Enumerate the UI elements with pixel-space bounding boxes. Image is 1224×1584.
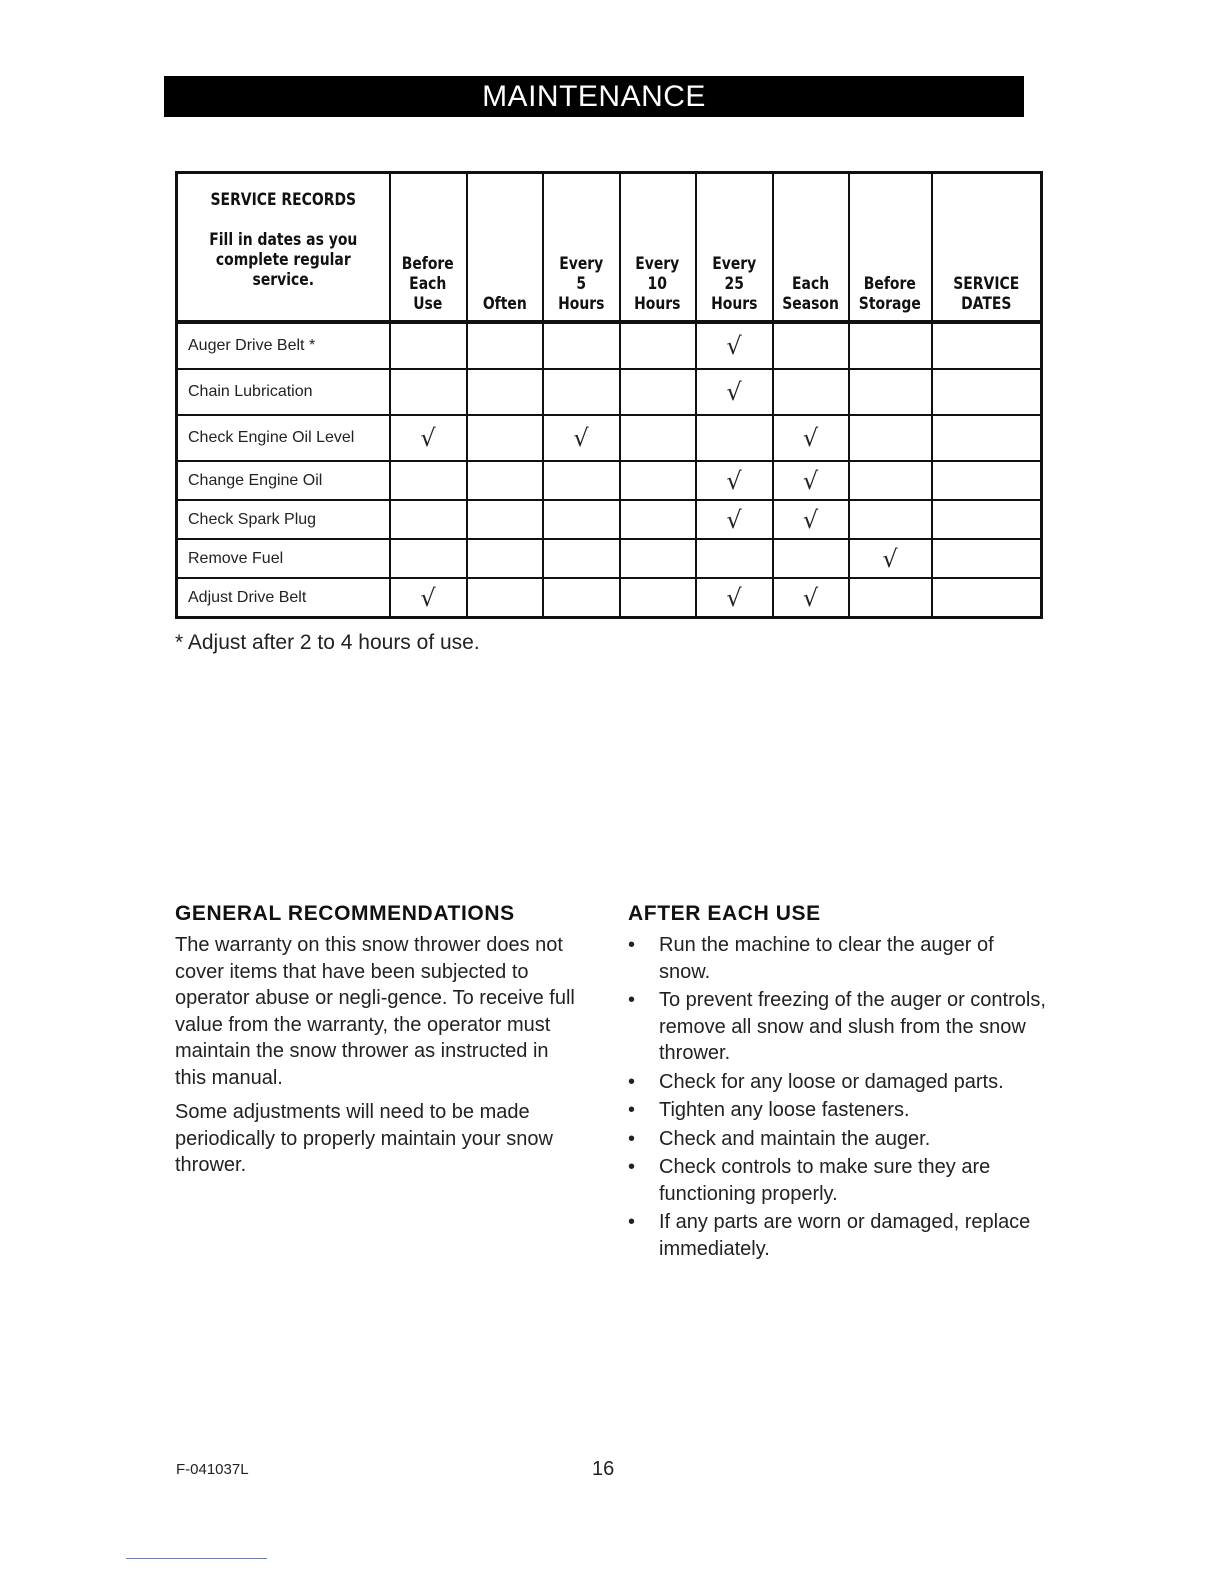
column-header-line: Before	[863, 274, 917, 294]
general-recommendations-heading: GENERAL RECOMMENDATIONS	[175, 902, 515, 925]
header-instruction-line: service.	[252, 270, 314, 290]
footnote: * Adjust after 2 to 4 hours of use.	[175, 631, 480, 654]
column-header-line: 10	[647, 274, 668, 294]
column-header-line: Hours	[710, 294, 758, 314]
bottom-rule	[126, 1558, 267, 1559]
list-item	[628, 1209, 1048, 1262]
service-records-header	[177, 173, 390, 323]
column-header-line: Often	[482, 294, 527, 314]
column-header	[849, 173, 932, 323]
table-row	[177, 578, 1042, 618]
column-header-line: DATES	[961, 294, 1012, 314]
list-item	[628, 1097, 1048, 1124]
schedule-cell	[932, 415, 1042, 461]
schedule-cell	[467, 369, 543, 415]
after-each-use-heading: AFTER EACH USE	[628, 902, 821, 925]
schedule-cell	[849, 578, 932, 618]
column-header-line: Hours	[557, 294, 605, 314]
schedule-cell	[620, 578, 696, 618]
schedule-cell	[467, 461, 543, 500]
schedule-cell	[696, 539, 773, 578]
check-mark-cell: √	[390, 578, 467, 618]
schedule-cell	[543, 322, 620, 369]
task-name-cell: Check Spark Plug	[177, 500, 390, 539]
table-row	[177, 369, 1042, 415]
table-header-row	[177, 173, 1042, 323]
column-header-line: Each	[791, 274, 830, 294]
table-row	[177, 539, 1042, 578]
paragraph: Some adjustments will need to be made periodically to properly maintain your snow thrower.	[175, 1101, 553, 1176]
page-title-banner: MAINTENANCE	[164, 76, 1024, 117]
schedule-cell	[932, 369, 1042, 415]
list-item	[628, 1126, 1048, 1153]
list-item	[628, 1069, 1048, 1096]
table-row	[177, 500, 1042, 539]
list-item-text: To prevent freezing of the auger or controls, remove all snow and slush from the snow thrower.	[659, 989, 1046, 1064]
schedule-cell	[467, 539, 543, 578]
column-header-line: 25	[724, 274, 744, 294]
check-mark-cell: √	[773, 500, 849, 539]
task-name-cell: Auger Drive Belt *	[177, 322, 390, 369]
check-mark-cell: √	[543, 415, 620, 461]
schedule-cell	[773, 539, 849, 578]
schedule-cell	[543, 461, 620, 500]
schedule-cell	[773, 322, 849, 369]
list-item-text: Tighten any loose fasteners.	[659, 1099, 910, 1121]
bullet-icon: •	[628, 989, 636, 1011]
column-header	[773, 173, 849, 323]
list-item-text: Check for any loose or damaged parts.	[659, 1070, 1004, 1093]
task-name-cell: Adjust Drive Belt	[177, 578, 390, 618]
list-item-text: If any parts are worn or damaged, replace immediately.	[659, 1211, 1031, 1260]
column-header-line: Each	[409, 274, 447, 294]
check-mark-cell: √	[390, 415, 467, 461]
paragraph: The warranty on this snow thrower does not cover items that have been subjected to operator abuse or negli-gence. To receive full value from the warranty, the operator must maintain the snow thrower as instructed in this manual.	[175, 934, 575, 1089]
column-header	[696, 173, 773, 323]
schedule-cell	[467, 578, 543, 618]
column-header-line: Before	[401, 254, 455, 274]
schedule-cell	[773, 369, 849, 415]
column-header	[390, 173, 467, 323]
schedule-cell	[849, 369, 932, 415]
schedule-cell	[620, 415, 696, 461]
schedule-cell	[467, 500, 543, 539]
check-mark-cell: √	[696, 461, 773, 500]
schedule-cell	[849, 415, 932, 461]
task-name-cell: Check Engine Oil Level	[177, 415, 390, 461]
after-each-use-list	[628, 932, 1048, 1262]
list-item	[628, 1154, 1048, 1207]
column-header	[932, 173, 1042, 323]
column-header	[543, 173, 620, 323]
column-header-line: 5	[576, 274, 586, 294]
table-body	[177, 322, 1042, 618]
schedule-cell	[390, 369, 467, 415]
schedule-cell	[543, 539, 620, 578]
schedule-cell	[696, 415, 773, 461]
schedule-cell	[543, 500, 620, 539]
bullet-icon: •	[628, 934, 636, 956]
bullet-icon: •	[628, 1099, 636, 1121]
list-item-text: Check controls to make sure they are functioning properly.	[659, 1156, 991, 1205]
check-mark-cell: √	[696, 578, 773, 618]
schedule-cell	[543, 369, 620, 415]
check-mark-cell: √	[696, 500, 773, 539]
column-header-line: Use	[413, 294, 443, 314]
check-mark-cell: √	[696, 322, 773, 369]
schedule-cell	[620, 322, 696, 369]
table-row	[177, 415, 1042, 461]
check-mark-cell: √	[849, 539, 932, 578]
schedule-cell	[620, 500, 696, 539]
column-header-line: SERVICE	[953, 274, 1020, 294]
list-item-text: Run the machine to clear the auger of snow.	[659, 934, 994, 983]
task-name-cell: Chain Lubrication	[177, 369, 390, 415]
column-header	[467, 173, 543, 323]
bullet-icon: •	[628, 1211, 636, 1233]
list-item-text: Check and maintain the auger.	[659, 1127, 931, 1150]
check-mark-cell: √	[696, 369, 773, 415]
header-instruction-line: complete regular	[215, 250, 351, 270]
schedule-cell	[620, 369, 696, 415]
check-mark-cell: √	[773, 578, 849, 618]
list-item	[628, 987, 1048, 1067]
schedule-cell	[849, 322, 932, 369]
schedule-cell	[543, 578, 620, 618]
service-records-table	[175, 171, 1043, 619]
schedule-cell	[849, 461, 932, 500]
check-mark-cell: √	[773, 461, 849, 500]
service-records-title: SERVICE RECORDS	[210, 190, 357, 210]
column-header-line: Every	[635, 254, 680, 274]
schedule-cell	[932, 322, 1042, 369]
general-recommendations-section	[175, 902, 585, 1187]
schedule-cell	[390, 539, 467, 578]
schedule-cell	[932, 539, 1042, 578]
table-row	[177, 322, 1042, 369]
document-code: F-041037L	[176, 1461, 249, 1478]
bullet-icon: •	[628, 1070, 636, 1093]
task-name-cell: Remove Fuel	[177, 539, 390, 578]
bullet-icon: •	[628, 1156, 636, 1178]
column-header	[620, 173, 696, 323]
bullet-icon: •	[628, 1127, 636, 1150]
check-mark-cell: √	[773, 415, 849, 461]
schedule-cell	[932, 500, 1042, 539]
schedule-cell	[620, 539, 696, 578]
column-header-line: Storage	[858, 294, 921, 314]
list-item	[628, 932, 1048, 985]
schedule-cell	[849, 500, 932, 539]
column-header-line: Season	[782, 294, 839, 314]
column-header-line: Hours	[634, 294, 681, 314]
page-number: 16	[592, 1458, 615, 1480]
column-header-line: Every	[558, 254, 604, 274]
header-instruction-line: Fill in dates as you	[209, 230, 358, 250]
schedule-cell	[932, 578, 1042, 618]
task-name-cell: Change Engine Oil	[177, 461, 390, 500]
schedule-cell	[390, 500, 467, 539]
schedule-cell	[390, 461, 467, 500]
table-row	[177, 461, 1042, 500]
after-each-use-section	[628, 902, 1048, 1264]
column-header-line: Every	[711, 254, 757, 274]
schedule-cell	[467, 415, 543, 461]
schedule-cell	[390, 322, 467, 369]
schedule-cell	[932, 461, 1042, 500]
schedule-cell	[620, 461, 696, 500]
schedule-cell	[467, 322, 543, 369]
